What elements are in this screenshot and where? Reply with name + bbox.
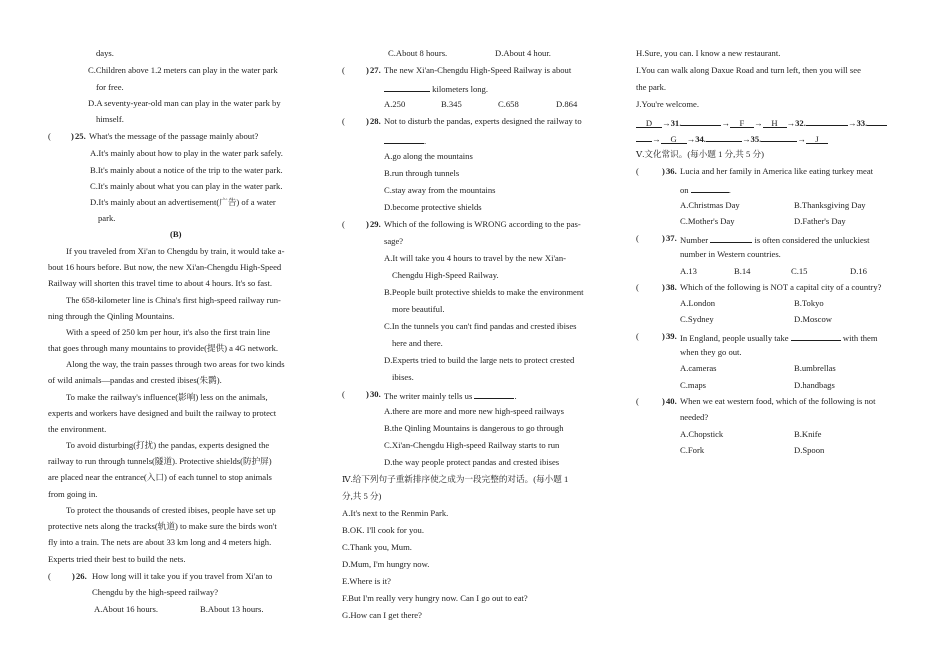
q36-option-c: C.Mother's Day [680, 216, 735, 226]
section-4-title: Ⅳ.给下列句子重新排序使之成为一段完整的对话。(每小题 1 [342, 474, 569, 484]
q25-paren-close: ) [71, 131, 74, 141]
q28-option-c: C.stay away from the mountains [384, 185, 496, 195]
left-column [0, 0, 320, 672]
order-chain-row-2: → G →34. →35. → J [636, 132, 828, 145]
q28-answer-blank[interactable] [384, 134, 424, 144]
q27-answer-blank[interactable] [384, 82, 430, 92]
q28-question: Not to disturb the pandas, experts designed the railway to [384, 116, 582, 126]
passage-line: the environment. [48, 424, 107, 434]
q37-option-c: C.15 [791, 266, 808, 276]
passage-line: Along the way, the train passes through two areas for two kinds [66, 359, 285, 369]
passage-line: railway to run through tunnels(隧道). Protective shields(防护屏) [48, 456, 272, 466]
q36-paren-open: ( [636, 166, 639, 176]
q39-paren-open: ( [636, 331, 639, 341]
q30-answer-blank[interactable] [474, 389, 514, 399]
q36-answer-blank[interactable] [691, 183, 729, 193]
q28-option-d: D.become protective shields [384, 202, 482, 212]
order-given-h: H [763, 118, 787, 128]
q29-option-a: A.It will take you 4 hours to travel by the new Xi'an- [384, 253, 566, 263]
q29-option-c: C.In the tunnels you can't find pandas and crested ibises [384, 321, 577, 331]
q30-paren-open: ( [342, 389, 345, 399]
q39-answer-blank[interactable] [791, 331, 841, 341]
passage-line: The 658-kilometer line is China's first high-speed railway run- [66, 295, 281, 305]
q40-option-a: A.Chopstick [680, 429, 724, 439]
order-given-j: J [806, 134, 828, 144]
q36-question: Lucia and her family in America like eating turkey meat [680, 166, 874, 176]
passage-line: If you traveled from Xi'an to Chengdu by train, it would take a- [66, 246, 285, 256]
q25-option-d-cont: park. [98, 213, 116, 223]
q29-option-d: D.Experts tried to build the large nets to protect crested [384, 355, 575, 365]
q25-option-b: B.It's mainly about a notice of the trip to the water park. [90, 165, 283, 175]
q24-option-c: C.Children above 1.2 meters can play in the water park [88, 65, 278, 75]
q39-option-b: B.umbrellas [794, 363, 836, 373]
q39-option-d: D.handbags [794, 380, 835, 390]
q26-paren-close: ) [72, 571, 75, 581]
q29-option-a-cont: Chengdu High-Speed Railway. [392, 270, 499, 280]
q30-question: The writer mainly tells us . [384, 391, 517, 401]
middle-column [320, 0, 636, 672]
q40-paren-open: ( [636, 396, 639, 406]
dialogue-sentence-i-cont: the park. [636, 82, 667, 92]
q35-answer-blank[interactable] [761, 132, 797, 142]
q27-option-d: D.864 [556, 99, 578, 109]
q36-option-a: A.Christmas Day [680, 200, 740, 210]
q30-paren-close: ) [366, 389, 369, 399]
q39-option-a: A.cameras [680, 363, 717, 373]
q29-option-b-cont: more beautiful. [392, 304, 445, 314]
q37-paren-open: ( [636, 233, 639, 243]
q39-number: 39. [666, 331, 677, 341]
right-column [636, 0, 950, 672]
passage-line: Experts tried their best to build the nets. [48, 554, 186, 564]
dialogue-sentence-c: C.Thank you, Mum. [342, 542, 412, 552]
q34-answer-blank[interactable] [706, 132, 742, 142]
q27-paren-open: ( [342, 65, 345, 75]
q38-question: Which of the following is NOT a capital city of a country? [680, 282, 882, 292]
q38-paren-open: ( [636, 282, 639, 292]
dialogue-sentence-f: F.But I'm really very hungry now. Can I go out to eat? [342, 593, 528, 603]
q36-number: 36. [666, 166, 677, 176]
q28-number: 28. [370, 116, 381, 126]
q24-option-d: D.A seventy-year-old man can play in the water park by [88, 98, 281, 108]
q38-paren-close: ) [662, 282, 665, 292]
q29-question: Which of the following is WRONG according to the pas- [384, 219, 581, 229]
q30-option-a: A.there are more and more new high-speed railways [384, 406, 564, 416]
dialogue-sentence-e: E.Where is it? [342, 576, 391, 586]
dialogue-sentence-g: G.How can I get there? [342, 610, 422, 620]
q27-question: The new Xi'an-Chengdu High-Speed Railway is about [384, 65, 572, 75]
q30-option-b: B.the Qinling Mountains is dangerous to go through [384, 423, 564, 433]
q24-option-c-cont: for free. [96, 82, 124, 92]
q28-paren-close: ) [366, 116, 369, 126]
passage-line: are placed near the entrance(入口) of each tunnel to stop animals [48, 472, 272, 482]
q25-option-a: A.It's mainly about how to play in the water park safely. [90, 148, 283, 158]
dialogue-sentence-j: J.You're welcome. [636, 99, 699, 109]
q33-answer-blank[interactable] [867, 116, 887, 126]
passage-line: With a speed of 250 km per hour, it's also the first train line [66, 327, 271, 337]
q29-option-c-cont: here and there. [392, 338, 443, 348]
passage-line: To make the railway's influence(影响) less on the animals, [66, 392, 268, 402]
q24-option-b-tail: days. [96, 48, 114, 58]
q30-option-d: D.the way people protect pandas and crested ibises [384, 457, 560, 467]
q37-question: Number is often considered the unluckiest [680, 235, 870, 245]
q27-option-b: B.345 [441, 99, 462, 109]
dialogue-sentence-b: B.OK. I'll cook for you. [342, 525, 424, 535]
q27-option-c: C.658 [498, 99, 519, 109]
q38-option-b: B.Tokyo [794, 298, 824, 308]
q30-number: 30. [370, 389, 381, 399]
q40-option-c: C.Fork [680, 445, 705, 455]
q29-number: 29. [370, 219, 381, 229]
section-5-title: Ⅴ.文化常识。(每小题 1 分,共 5 分) [636, 149, 764, 159]
q38-option-c: C.Sydney [680, 314, 714, 324]
passage-line: Railway will shorten this travel time to about 4 hours. It's so fast. [48, 278, 272, 288]
section-b-title: (B) [170, 229, 182, 239]
q37-option-b: B.14 [734, 266, 751, 276]
q39-option-c: C.maps [680, 380, 707, 390]
q38-number: 38. [666, 282, 677, 292]
q37-option-d: D.16 [850, 266, 867, 276]
q37-answer-blank[interactable] [710, 233, 752, 243]
passage-line: of wild animals—pandas and crested ibises(朱鹮). [48, 375, 222, 385]
q25-number: 25. [75, 131, 86, 141]
q26-question-cont: Chengdu by the high-speed railway? [92, 587, 219, 597]
section-4-title-cont: 分,共 5 分) [342, 491, 382, 501]
q40-question: When we eat western food, which of the following is not [680, 396, 876, 406]
q29-paren-open: ( [342, 219, 345, 229]
q29-paren-close: ) [366, 219, 369, 229]
passage-line: To protect the thousands of crested ibises, people have set up [66, 505, 276, 515]
q28-question-cont: . [384, 134, 426, 147]
q26-option-d: D.About 4 hour. [495, 48, 551, 58]
q28-option-b: B.run through tunnels [384, 168, 460, 178]
q40-paren-close: ) [662, 396, 665, 406]
q28-paren-open: ( [342, 116, 345, 126]
q28-option-a: A.go along the mountains [384, 151, 473, 161]
q40-number: 40. [666, 396, 677, 406]
q27-number: 27. [370, 65, 381, 75]
q39-question-cont: when they go out. [680, 347, 742, 357]
q37-number: 37. [666, 233, 677, 243]
passage-line: fly into a train. The nets are about 33 km long and 4 meters high. [48, 537, 272, 547]
passage-line: from going in. [48, 489, 98, 499]
order-given-d: D [636, 118, 662, 128]
q38-option-d: D.Moscow [794, 314, 832, 324]
q36-option-d: D.Father's Day [794, 216, 846, 226]
q29-option-b: B.People built protective shields to make the environment [384, 287, 584, 297]
order-given-g: G [661, 134, 687, 144]
passage-line: protective nets along the tracks(轨道) to make sure the birds won't [48, 521, 277, 531]
order-chain-row-1: D →31. → F → H →32. →33. [636, 116, 887, 129]
order-given-f: F [730, 118, 754, 128]
dialogue-sentence-a: A.It's next to the Renmin Park. [342, 508, 449, 518]
q25-paren-open: ( [48, 131, 51, 141]
q36-option-b: B.Thanksgiving Day [794, 200, 866, 210]
q37-option-a: A.13 [680, 266, 697, 276]
q39-paren-close: ) [662, 331, 665, 341]
passage-line: ning through the Qinling Mountains. [48, 311, 175, 321]
q37-question-cont: number in Western countries. [680, 249, 781, 259]
q40-option-d: D.Spoon [794, 445, 825, 455]
passage-line: bout 16 hours before. But now, the new Xi'an-Chengdu High-Speed [48, 262, 282, 272]
q30-option-c: C.Xi'an-Chengdu High-speed Railway starts to run [384, 440, 560, 450]
q26-paren-open: ( [48, 571, 51, 581]
q27-question-cont: kilometers long. [384, 82, 488, 95]
passage-line: experts and workers have designed and built the railway to protect [48, 408, 277, 418]
q40-option-b: B.Knife [794, 429, 822, 439]
passage-line: that goes through many mountains to provide(提供) a 4G network. [48, 343, 279, 353]
q25-question: What's the message of the passage mainly about? [89, 131, 259, 141]
q32-answer-blank[interactable] [806, 116, 848, 126]
q31-answer-blank[interactable] [681, 116, 721, 126]
q40-question-cont: needed? [680, 412, 709, 422]
q24-option-d-cont: himself. [96, 114, 124, 124]
dialogue-sentence-d: D.Mum, I'm hungry now. [342, 559, 430, 569]
dialogue-sentence-i: I.You can walk along Daxue Road and turn left, then you will see [636, 65, 861, 75]
passage-line: To avoid disturbing(打扰) the pandas, experts designed the [66, 440, 270, 450]
q38-option-a: A.London [680, 298, 716, 308]
q37-paren-close: ) [662, 233, 665, 243]
dialogue-sentence-h: H.Sure, you can. I know a new restaurant. [636, 48, 781, 58]
q26-option-c: C.About 8 hours. [388, 48, 448, 58]
q26-number: 26. [76, 571, 87, 581]
q29-option-d-cont: ibises. [392, 372, 414, 382]
q26-option-a: A.About 16 hours. [94, 604, 158, 614]
q39-question: In England, people usually take with them [680, 333, 878, 343]
q26-question: How long will it take you if you travel from Xi'an to [92, 571, 273, 581]
q25-option-d: D.It's mainly about an advertisement(广告) of a water [90, 197, 276, 207]
q25-option-c: C.It's mainly about what you can play in the water park. [90, 181, 283, 191]
q36-paren-close: ) [662, 166, 665, 176]
q27-option-a: A.250 [384, 99, 406, 109]
q36-question-cont: on . [680, 185, 731, 195]
q26-option-b: B.About 13 hours. [200, 604, 264, 614]
q29-question-cont: sage? [384, 236, 404, 246]
q27-paren-close: ) [366, 65, 369, 75]
q33-answer-blank-cont[interactable] [636, 132, 652, 142]
